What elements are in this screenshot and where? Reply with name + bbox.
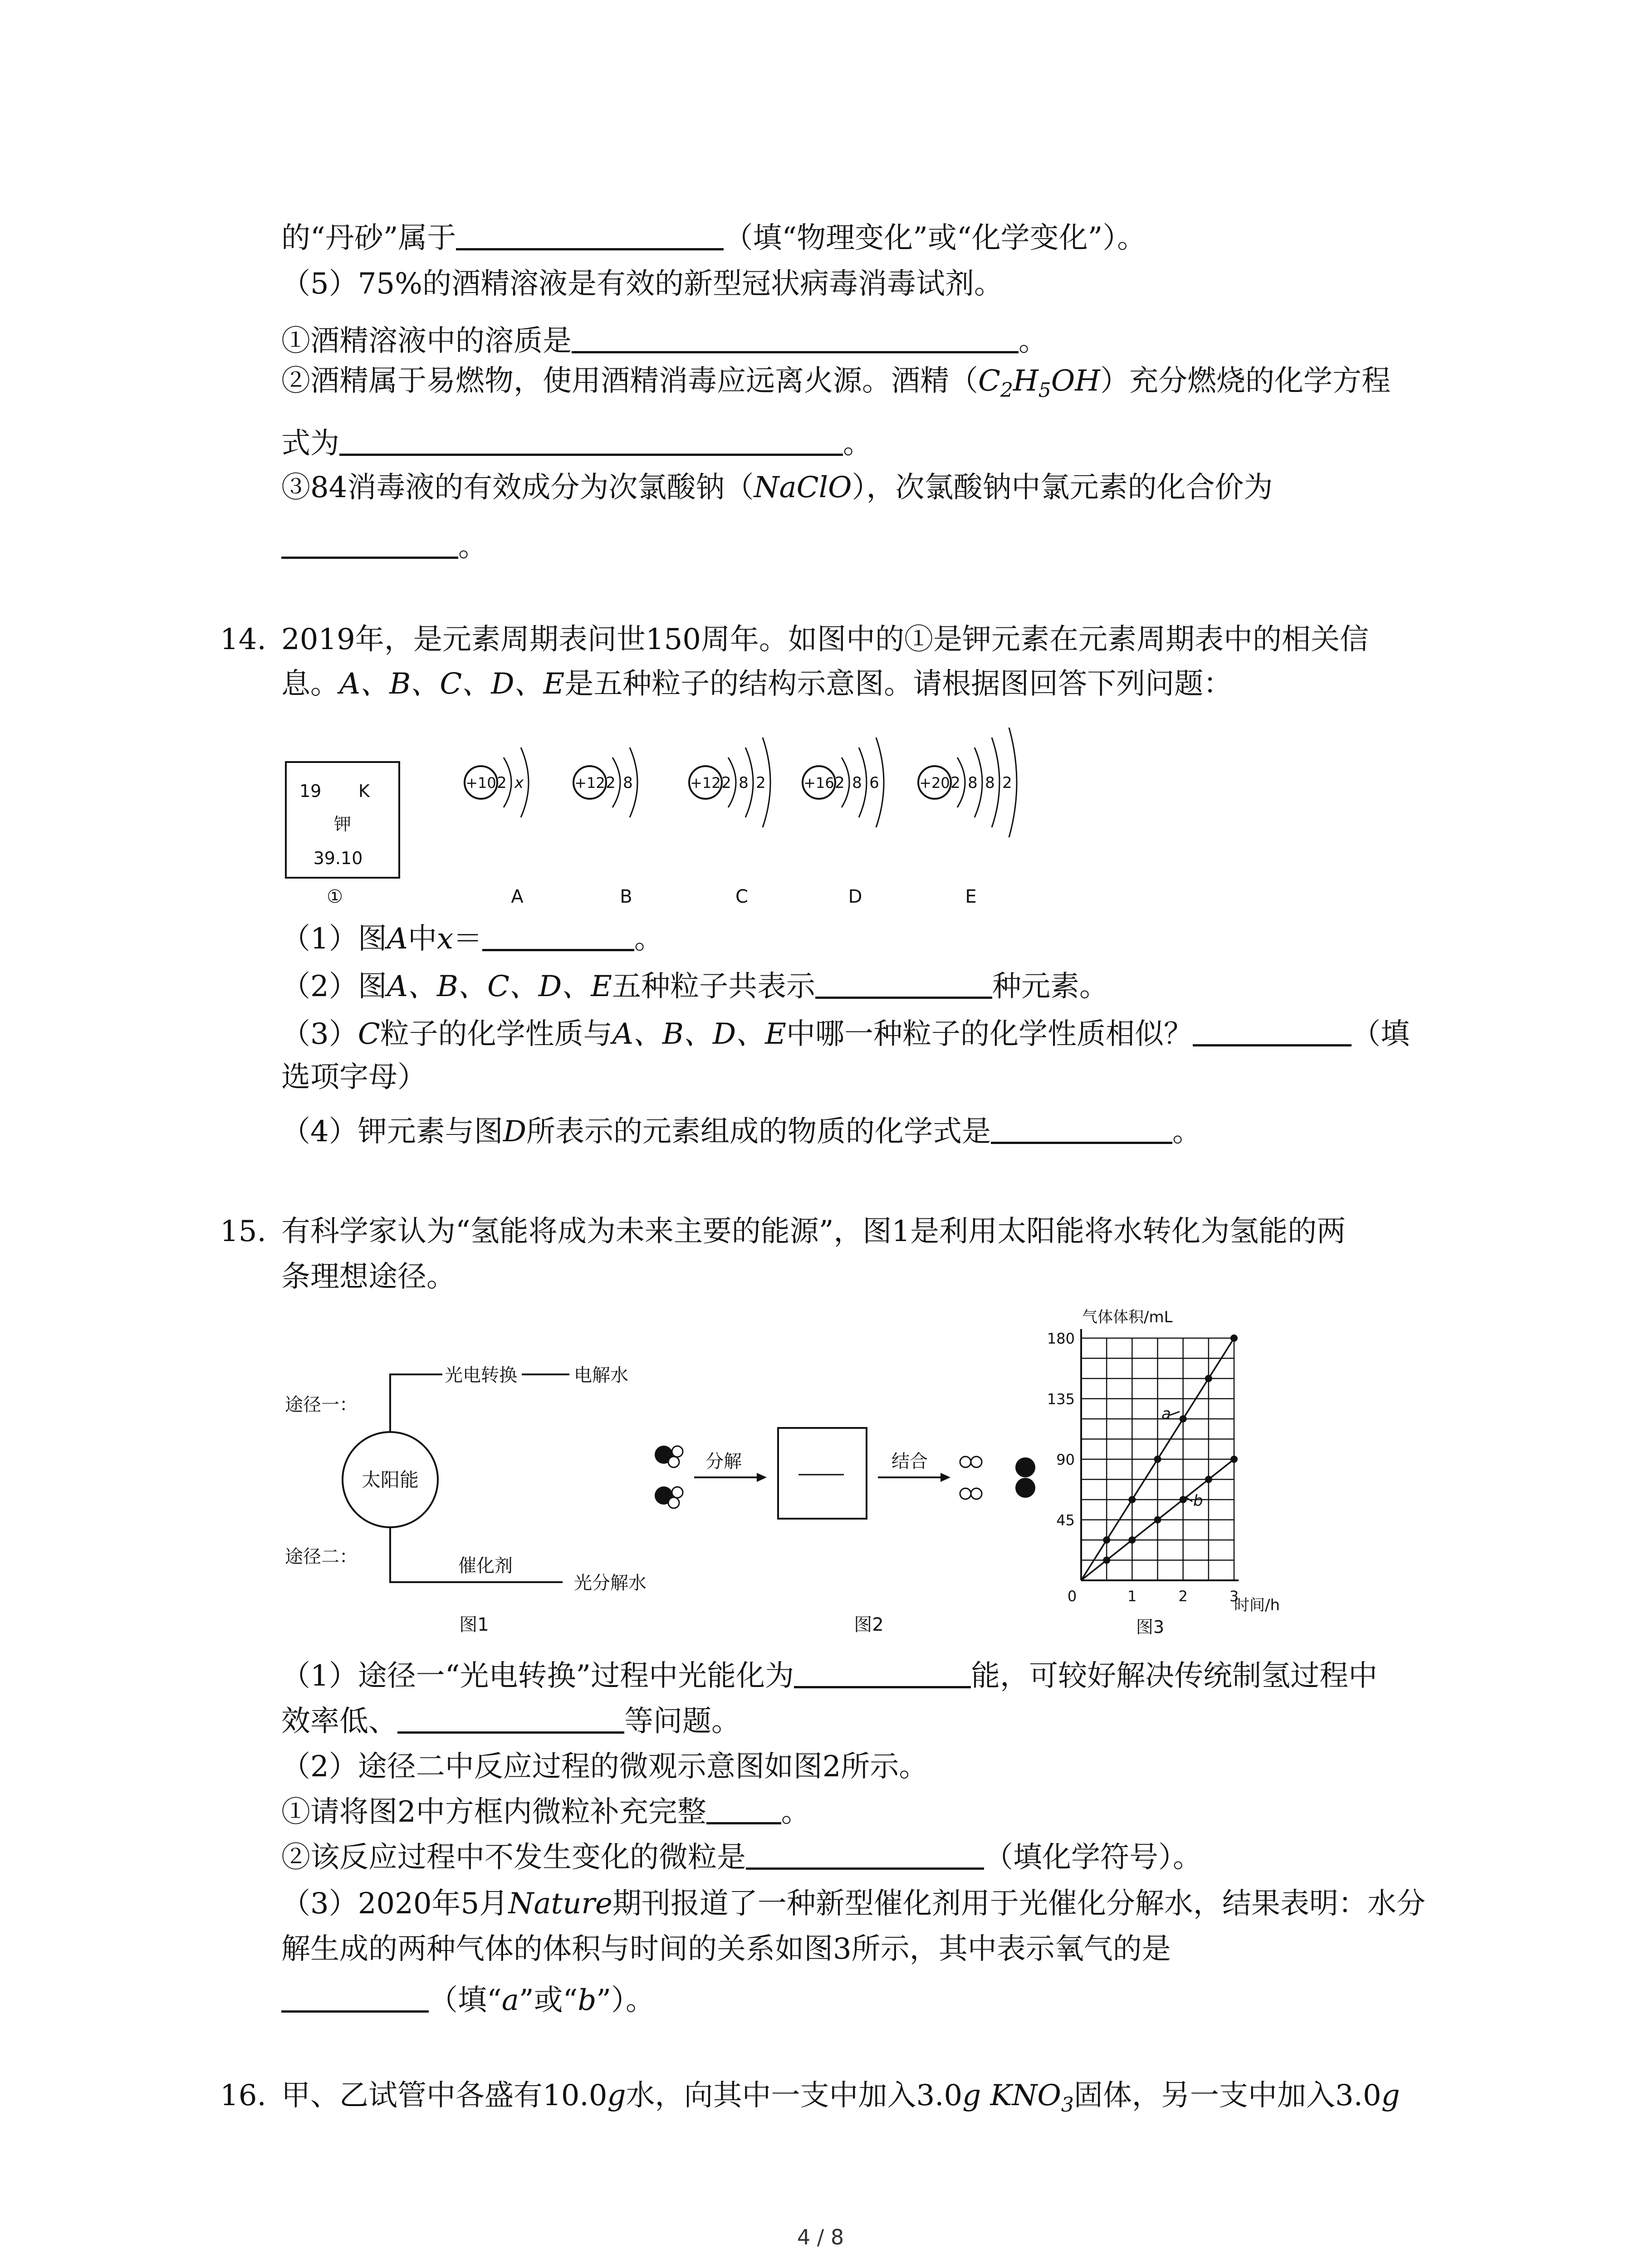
nucleus-charge: +10 (465, 774, 496, 792)
q15-part3-line2: 解生成的两种气体的体积与时间的关系如图3所示，其中表示氧气的是 (281, 1932, 1171, 1966)
answer-blank[interactable] (397, 1704, 624, 1734)
answer-blank[interactable] (281, 1983, 429, 2013)
y-tick-label: 180 (1047, 1330, 1075, 1347)
q14-stem-2: 息。A、B、C、D、E是五种粒子的结构示意图。请根据图回答下列问题： (281, 667, 1233, 701)
atom-label: E (965, 886, 977, 907)
q15-stem-1: 有科学家认为“氢能将成为未来主要的能源”，图1是利用太阳能将水转化为氢能的两 (281, 1215, 1346, 1248)
figure2-caption: 图2 (854, 1614, 884, 1635)
q13-sub2-cont: 式为 。 (281, 427, 872, 460)
data-point-a (1128, 1496, 1136, 1503)
question-number: 14. (220, 623, 266, 656)
shell-electrons: 2 (950, 774, 960, 792)
nucleus-charge: +12 (574, 774, 605, 792)
answer-blank[interactable] (815, 969, 992, 999)
atom-A (465, 748, 529, 907)
question-number: 15. (220, 1215, 266, 1248)
catalyst-label: 催化剂 (458, 1555, 513, 1576)
x-tick-label: 2 (1178, 1588, 1188, 1605)
answer-blank[interactable] (991, 1114, 1172, 1144)
x-tick-label: 0 (1067, 1588, 1077, 1605)
x-tick-label: 1 (1127, 1588, 1137, 1605)
atom-D (803, 738, 884, 907)
q15-part1-cont: 效率低、 等问题。 (281, 1705, 740, 1738)
shell-electrons: 2 (721, 774, 731, 792)
shell-electrons: 6 (869, 774, 879, 792)
route2-label: 途径二： (285, 1546, 358, 1567)
shell-electrons: 8 (739, 774, 749, 792)
answer-blank[interactable] (794, 1659, 971, 1688)
chart-series (1081, 1334, 1238, 1580)
y-tick-label: 135 (1047, 1390, 1075, 1408)
answer-blank[interactable] (281, 529, 458, 559)
y-tick-label: 90 (1056, 1451, 1075, 1468)
shell-electrons: 2 (497, 774, 507, 792)
oxygen-molecule (1015, 1457, 1035, 1498)
question-number: 16. (220, 2079, 266, 2112)
y-tick-label: 45 (1056, 1511, 1075, 1529)
water-molecule (655, 1486, 683, 1508)
data-point-b (1103, 1557, 1110, 1564)
atom-label: A (511, 886, 524, 907)
shell-electrons: 8 (623, 774, 633, 792)
answer-blank[interactable] (746, 1840, 984, 1870)
photolysis-label: 光分解水 (574, 1573, 647, 1593)
shell-electrons: 2 (1002, 774, 1012, 792)
series-a-label: a (1161, 1405, 1171, 1423)
hydrogen-molecule (960, 1488, 982, 1499)
q13-sub1: ①酒精溶液中的溶质是 。 (281, 324, 1048, 358)
data-point-b (1154, 1516, 1161, 1524)
q15-part3: （3）2020年5月Nature期刊报道了一种新型催化剂用于光催化分解水，结果表明：水分 (281, 1887, 1425, 1921)
q14-part3-cont: 选项字母） (281, 1061, 426, 1094)
shell-electrons: 8 (968, 774, 978, 792)
nucleus-charge: +20 (919, 774, 950, 792)
atom-diagrams (465, 728, 1017, 907)
card-label: ① (327, 886, 343, 907)
q15-part2: （2）途径二中反应过程的微观示意图如图2所示。 (281, 1750, 928, 1784)
route1-label: 途径一： (285, 1394, 358, 1415)
q13-sub3-cont: 。 (281, 528, 487, 565)
data-point-b (1128, 1536, 1136, 1544)
nucleus-charge: +12 (690, 774, 721, 792)
sun-energy-label: 太阳能 (361, 1469, 419, 1491)
page-number: 4 / 8 (797, 2225, 844, 2249)
photoelectric-label: 光电转换 (445, 1365, 517, 1386)
q14-stem-1: 2019年，是元素周期表问世150周年。如图中的①是钾元素在元素周期表中的相关信 (281, 623, 1369, 656)
shell-electrons: 2 (756, 774, 766, 792)
data-point-b (1230, 1456, 1238, 1463)
element-name: 钾 (333, 814, 352, 834)
q16-stem-1: 甲、乙试管中各盛有10.0g水，向其中一支中加入3.0g $KNO_3$固体，另一支中加入3.0g (281, 2079, 1400, 2116)
decompose-label: 分解 (705, 1451, 742, 1472)
atomic-mass: 39.10 (313, 848, 363, 868)
q13-part5: （5）75%的酒精溶液是有效的新型冠状病毒消毒试剂。 (281, 267, 1003, 301)
q15-part1: （1）途径一“光电转换”过程中光能化为 能，可较好解决传统制氢过程中 (281, 1659, 1378, 1693)
q13-sub3: ③84消毒液的有效成分为次氯酸钠（NaClO），次氯酸钠中氯元素的化合价为 (281, 471, 1273, 504)
data-point-b (1205, 1476, 1212, 1483)
q14-part2: （2）图A、B、C、D、E五种粒子共表示 种元素。 (281, 970, 1108, 1003)
atom-C (689, 738, 770, 907)
q15-figure2-reaction (635, 1406, 1043, 1642)
data-point-a (1205, 1375, 1212, 1382)
atom-E (918, 728, 1017, 907)
q15-part3-line3: （填“a”或“b”）。 (281, 1982, 655, 2019)
atom-label: D (848, 886, 862, 907)
x-tick-label: 3 (1229, 1588, 1239, 1605)
chart-ylabel: 气体体积/mL (1082, 1308, 1173, 1326)
shell-electrons: 2 (835, 774, 845, 792)
q15-stem-2: 条理想途径。 (281, 1260, 456, 1294)
answer-blank[interactable] (456, 221, 724, 250)
answer-blank[interactable] (706, 1795, 781, 1824)
q15-sub1: ①请将图2中方框内微粒补充完整 。 (281, 1795, 810, 1829)
shell-electrons: 2 (606, 774, 616, 792)
chart-xlabel: 时间/h (1234, 1596, 1280, 1614)
series-b-label: b (1193, 1492, 1203, 1510)
q15-figure3-chart (1043, 1297, 1279, 1642)
data-point-a (1154, 1456, 1161, 1463)
data-point-a (1230, 1334, 1238, 1342)
answer-blank[interactable] (1193, 1017, 1352, 1046)
shell-electrons: 8 (985, 774, 995, 792)
answer-blank[interactable] (482, 922, 634, 951)
element-card (286, 762, 399, 878)
figure3-caption: 图3 (1136, 1617, 1165, 1637)
q13-sub2: ②酒精属于易燃物，使用酒精消毒应远离火源。酒精$(C_2H_5OH)$充分燃烧的化学方程 (281, 364, 1391, 402)
answer-blank[interactable] (572, 324, 1019, 353)
shell-electrons: 8 (852, 774, 862, 792)
atom-label: C (735, 886, 748, 907)
q14-part1: （1）图A中x＝ 。 (281, 922, 664, 956)
water-molecule (655, 1446, 683, 1467)
hydrogen-molecule (960, 1457, 982, 1467)
q14-part4: （4）钾元素与图D所表示的元素组成的物质的化学式是 。 (281, 1115, 1202, 1149)
atom-B (573, 748, 637, 907)
shell-electrons: x (514, 774, 524, 792)
data-point-a (1180, 1415, 1187, 1422)
q14-part3: （3）C粒子的化学性质与A、B、D、E中哪一种粒子的化学性质相似？ （填 (281, 1017, 1410, 1051)
electrolysis-label: 电解水 (574, 1365, 628, 1386)
element-symbol: K (358, 781, 370, 801)
combine-label: 结合 (892, 1451, 928, 1472)
answer-blank[interactable] (339, 426, 843, 456)
blank-box[interactable] (778, 1428, 867, 1519)
q14-atom-structure-figure (272, 708, 1066, 921)
q15-sub2: ②该反应过程中不发生变化的微粒是 （填化学符号）。 (281, 1841, 1202, 1874)
chart-ticks (1047, 1330, 1239, 1605)
atomic-number: 19 (299, 781, 322, 801)
figure1-caption: 图1 (459, 1614, 489, 1635)
atom-label: B (620, 886, 632, 907)
data-point-a (1103, 1536, 1110, 1544)
nucleus-charge: +16 (803, 774, 834, 792)
q13-line-dansha: 的“丹砂”属于 （填“物理变化”或“化学变化”）。 (281, 221, 1146, 255)
